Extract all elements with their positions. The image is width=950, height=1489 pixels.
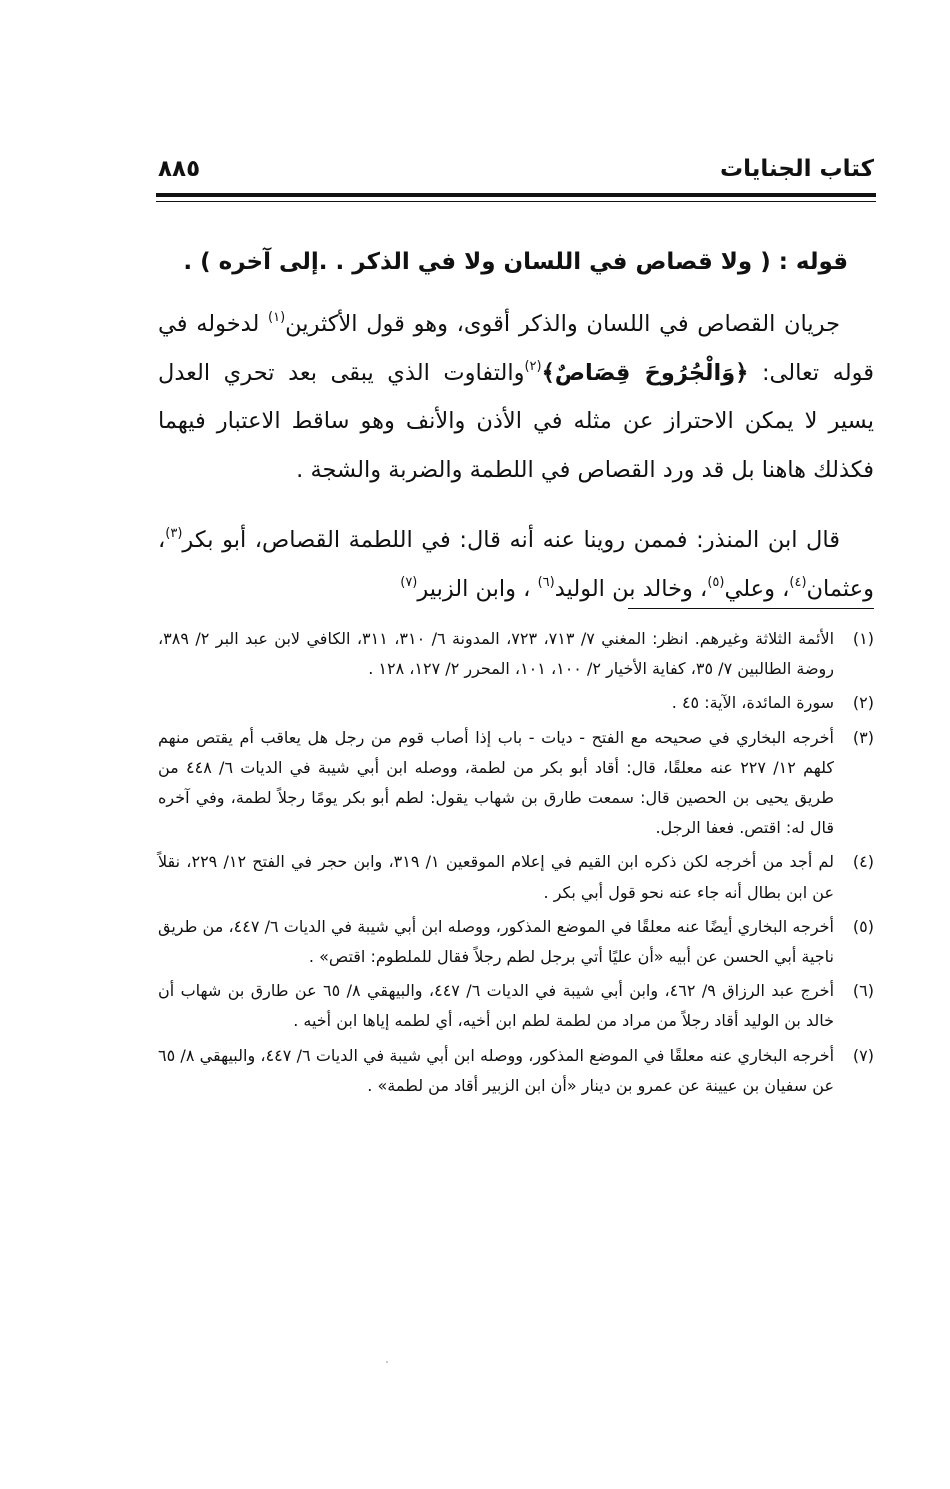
header-rule-thin (156, 201, 876, 202)
footnote-number: (٤) (852, 852, 874, 872)
paragraph-1 (158, 300, 874, 494)
footnote-text: أخرجه البخاري أيضًا عنه معلقًا في الموضع المذكور، ووصله ابن أبي شيبة في الديات ٦/ ٤٤٧، من طريق ناجية أبي الحسن عن أبيه «أن عليًا أتي برجل لطم رجلاً فقال للملطوم: اقتص» . (158, 916, 835, 967)
footnote-number: (٥) (852, 916, 874, 936)
footnote-item (158, 976, 874, 1036)
paragraph-2-text-c: ، وعلي (724, 575, 790, 602)
footnote-ref-4[interactable]: (٤) (789, 574, 807, 590)
paragraph-2 (158, 516, 874, 613)
section-heading: قوله : ( ولا قصاص في اللسان ولا في الذكر . .إلى آخره ) . (183, 249, 848, 275)
footnote-ref-7[interactable]: (٧) (400, 574, 418, 590)
paragraph-2-text-b: ، وعثمان (158, 527, 874, 602)
footnote-separator (628, 608, 874, 609)
footnote-text: لم أجد من أخرجه لكن ذكره ابن القيم في إعلام الموقعين ١/ ٣١٩، وابن حجر في الفتح ١٢/ ٢٢٩، نقلاً عن ابن بطال أنه جاء عنه نحو قول أبي بكر . (158, 852, 835, 902)
footnote-text: أخرجه البخاري عنه معلقًا في الموضع المذكور، ووصله ابن أبي شيبة في الديات ٦/ ٤٤٧، والبيهقي ٨/ ٦٥ عن سفيان بن عيينة عن عمرو بن دينار «أن ابن الزبير أقاد من لطمة» . (158, 1045, 835, 1095)
footnote-ref-1[interactable]: (١) (268, 310, 286, 325)
footnote-item (158, 688, 874, 718)
quran-verse: ﴿وَالْجُرُوحَ قِصَاصٌ﴾ (541, 359, 749, 386)
running-title: كتاب الجنايات (719, 156, 874, 182)
header-rule-thick (156, 193, 876, 197)
footnote-item (158, 624, 874, 684)
scan-speck (386, 1361, 388, 1363)
footnote-item (158, 723, 874, 844)
paragraph-1-text-b: لدخوله في قوله تعالى: (158, 311, 874, 386)
footnote-item (158, 912, 874, 972)
footnote-text: سورة المائدة، الآية: ٤٥ . (671, 693, 834, 713)
page-header (158, 152, 874, 188)
footnote-text: أخرجه البخاري في صحيحه مع الفتح - ديات - باب إذا أصاب قوم من رجل هل يعاقب أم يقتص منهم كلهم ١٢/ ٢٢٧ عنه معلقًا، قال: أقاد أبو بكر من لطمة، ووصله ابن أبي شيبة في الديات ٦/ ٤٤٨ من طريق يحيى بن الحصين قال: سمعت طارق بن شهاب يقول: لطم أبو بكر يومًا رجلاً لطمة، وفي آخره قال له: اقتص. فعفا الرجل. (158, 727, 835, 838)
footnote-ref-2[interactable]: (٢) (524, 358, 542, 374)
footnote-number: (٣) (852, 727, 874, 747)
footnote-ref-5[interactable]: (٥) (707, 574, 725, 590)
footnote-number: (١) (852, 629, 874, 648)
footnote-number: (٦) (852, 981, 874, 1001)
footnote-text: أخرج عبد الرزاق ٩/ ٤٦٢، وابن أبي شيبة في الديات ٦/ ٤٤٧، والبيهقي ٨/ ٦٥ عن طارق بن شهاب أن خالد بن الوليد أقاد رجلاً من مراد من لطمة لطم ابن أخيه، أي لطمه إياها ابن أخيه . (158, 981, 835, 1031)
footnote-number: (٢) (852, 693, 874, 713)
footnote-item (158, 1041, 874, 1101)
footnote-ref-6[interactable]: (٦) (537, 574, 555, 590)
footnote-text: الأئمة الثلاثة وغيرهم. انظر: المغني ٧/ ٧١٣، ٧٢٣، المدونة ٦/ ٣١٠، ٣١١، الكافي لابن عبد البر ٢/ ٣٨٩، روضة الطالبين ٧/ ٣٥، كفاية الأخيار ٢/ ١٠٠، ١٠١، المحرر ٢/ ١٢٧، ١٢٨ . (158, 629, 835, 679)
footnote-item (158, 847, 874, 907)
paragraph-1-text-a: جريان القصاص في اللسان والذكر أقوى، وهو قول الأكثرين (285, 311, 841, 337)
paragraph-2-text-d: ، وخالد بن الوليد (554, 575, 708, 602)
footnote-ref-3[interactable]: (٣) (165, 526, 183, 541)
paragraph-2-text-e: ، وابن الزبير (417, 575, 538, 602)
footnote-number: (٧) (852, 1045, 874, 1065)
paragraph-1-text-c: والتفاوت الذي يبقى بعد تحري العدل يسير لا يمكن الاحتراز عن مثله في الأذن والأنف وهو ساقط الاعتبار فيهما فكذلك هاهنا بل قد ورد القصاص في اللطمة والضربة والشجة . (158, 359, 874, 483)
paragraph-2-text-a: قال ابن المنذر: فممن روينا عنه أنه قال: في اللطمة القصاص، أبو بكر (182, 527, 840, 553)
footnotes (158, 624, 874, 1105)
page-number: ٨٨٥ (158, 156, 201, 182)
